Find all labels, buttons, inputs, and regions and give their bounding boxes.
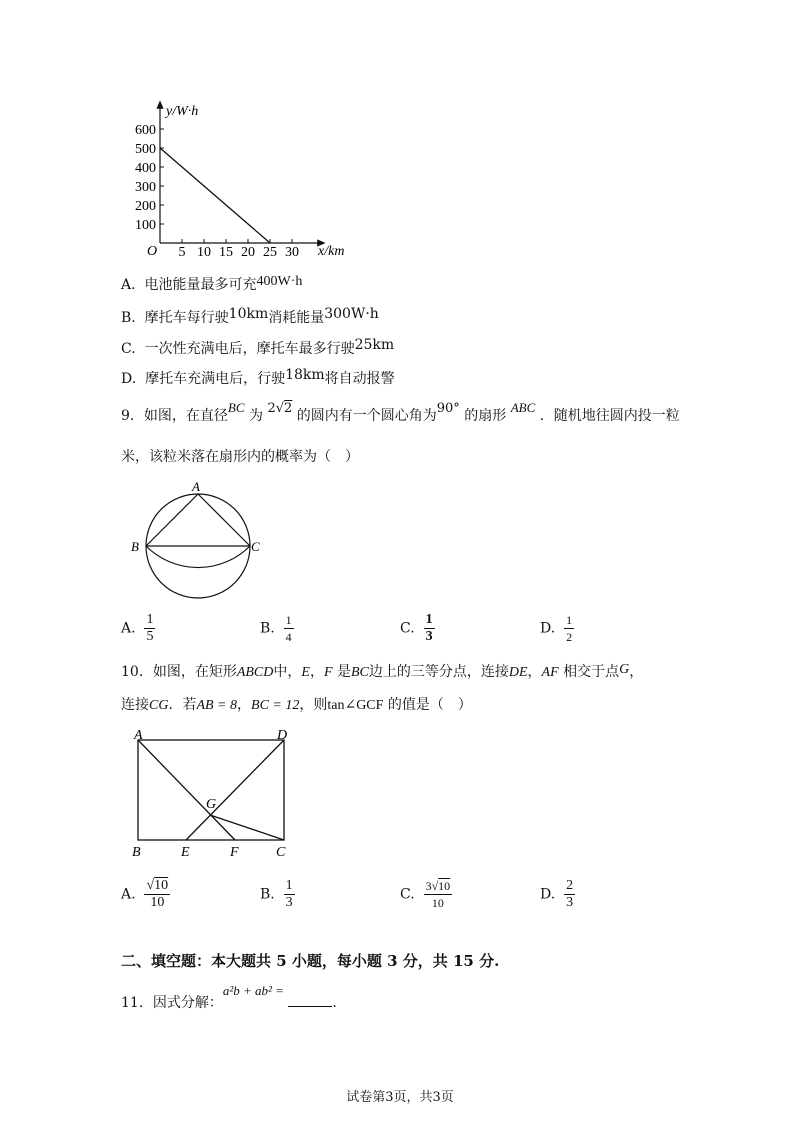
- math-de: DE: [508, 665, 528, 680]
- label-b: B: [132, 845, 141, 860]
- option-fraction: $\frac{1}{4}$: [285, 613, 292, 644]
- label-d: D: [277, 728, 288, 743]
- question-number: 10．: [121, 664, 153, 680]
- option-math: 400W·h: [256, 274, 303, 289]
- rectangle-abcd: [138, 740, 284, 840]
- y-tick-label: 500: [135, 142, 156, 157]
- option-letter: A.: [121, 620, 136, 637]
- y-tick-label: 600: [135, 123, 156, 138]
- stem-text: 的值是（ ）: [387, 697, 472, 713]
- option-fraction: $\frac{2}{3}$: [566, 878, 574, 910]
- y-tick-label: 300: [135, 180, 156, 195]
- sector-arc: [146, 546, 250, 568]
- stem-text: 连接: [121, 697, 149, 713]
- q9-stem-line1: [121, 400, 680, 425]
- option-letter: A.: [121, 277, 136, 293]
- label-c: C: [276, 845, 286, 860]
- stem-text: 为: [249, 408, 263, 424]
- x-tick-label: 10: [197, 245, 211, 260]
- option-letter: C.: [400, 620, 415, 637]
- option-letter: D.: [121, 371, 137, 387]
- option-letter: A.: [121, 886, 136, 903]
- x-tick-label: 30: [285, 245, 299, 260]
- radius-ac: [198, 494, 250, 546]
- option-text: 摩托车充满电后，行驶: [145, 371, 286, 387]
- x-tick-label: 20: [241, 245, 255, 260]
- option-fraction: $\frac{1}{2}$: [566, 613, 573, 644]
- label-c: C: [251, 539, 260, 554]
- option-math: 25km: [354, 337, 395, 353]
- math-bc: BC: [227, 400, 245, 415]
- y-tick-label: 200: [135, 199, 156, 214]
- q8-option-a[interactable]: [121, 274, 302, 294]
- q8-option-b[interactable]: [121, 307, 379, 327]
- origin-label: O: [147, 244, 158, 259]
- answer-blank[interactable]: [288, 992, 332, 1007]
- math-g: G: [619, 662, 630, 677]
- stem-text: 的圆内有一个圆心角为: [296, 408, 437, 424]
- q10-figure: [128, 726, 303, 861]
- q9-option-d[interactable]: [540, 612, 574, 645]
- math-angle: 90°: [436, 401, 460, 416]
- energy-distance-graph: [120, 98, 350, 263]
- y-tick-label: 100: [135, 218, 156, 233]
- y-tick-label: 400: [135, 161, 156, 176]
- label-g: G: [206, 797, 217, 812]
- stem-text: ，则: [299, 697, 328, 713]
- question-number: 9．: [121, 408, 144, 424]
- option-text: 摩托车每行驶: [144, 310, 229, 326]
- math-diameter: 2√2: [267, 401, 293, 416]
- math-cg: CG: [149, 698, 169, 713]
- option-text: 电池能量最多可充: [144, 277, 257, 293]
- math-abc: ABC: [510, 400, 536, 415]
- option-fraction: $\frac{3√10}{10}$: [425, 879, 451, 910]
- x-tick-label: 5: [178, 245, 186, 260]
- stem-text: ．随机地往圆内投一粒: [539, 408, 680, 424]
- stem-text: 相交于点: [563, 664, 620, 680]
- q10-option-a[interactable]: [121, 878, 170, 911]
- q10-option-d[interactable]: [540, 878, 575, 911]
- option-text: 将自动报警: [324, 371, 395, 387]
- option-letter: C.: [121, 341, 136, 357]
- x-tick-label: 25: [263, 245, 277, 260]
- option-math: 10km: [228, 306, 269, 322]
- math-tan: tan∠GCF: [327, 698, 384, 713]
- radius-ab: [146, 494, 198, 546]
- stem-text: 如图，在直径: [143, 408, 228, 424]
- option-text: 消耗能量: [268, 310, 325, 326]
- q8-option-c[interactable]: [121, 338, 394, 358]
- data-line: [160, 148, 270, 243]
- stem-text: ，: [309, 664, 324, 680]
- option-letter: B.: [260, 620, 275, 637]
- stem-text: 边上的三等分点，连接: [368, 664, 509, 680]
- stem-text: 的扇形: [464, 408, 507, 424]
- option-fraction: $\frac{1}{3}$: [285, 878, 293, 910]
- stem-text: 如图，在矩形: [152, 664, 237, 680]
- math-f: F: [323, 665, 333, 680]
- x-tick-label: 15: [219, 245, 233, 260]
- option-fraction: $\frac{1}{3}$: [425, 612, 433, 644]
- q10-stem-line2: [121, 694, 472, 714]
- q10-option-c[interactable]: [400, 878, 452, 911]
- page-footer: 试卷第3页，共3页: [346, 1090, 454, 1105]
- segment-de: [186, 740, 284, 840]
- math-e: E: [301, 665, 310, 680]
- q9-option-c[interactable]: [400, 612, 435, 645]
- q9-stem-line2: 米，该粒米落在扇形内的概率为（ ）: [121, 449, 359, 465]
- math-bc-eq: BC = 12: [251, 698, 300, 713]
- stem-text: 是: [336, 664, 351, 680]
- q8-option-d[interactable]: [121, 368, 395, 388]
- stem-text: 因式分解：: [152, 995, 223, 1011]
- section2-heading: 二、填空题：本大题共 5 小题，每小题 3 分，共 15 分.: [121, 952, 500, 970]
- x-axis-label: x/km: [318, 244, 345, 259]
- option-letter: B.: [260, 886, 275, 903]
- label-f: F: [230, 845, 239, 860]
- option-fraction: $\frac{1}{5}$: [146, 612, 154, 644]
- math-ab-eq: AB = 8: [196, 698, 238, 713]
- stem-text: .: [332, 995, 337, 1011]
- option-letter: D.: [540, 620, 556, 637]
- q10-stem-line1: [121, 661, 643, 681]
- math-abcd: ABCD: [236, 665, 274, 680]
- stem-text: ，: [629, 664, 644, 680]
- math-af: AF: [541, 665, 559, 680]
- option-letter: B.: [121, 310, 136, 326]
- option-fraction: $\frac{√10}{10}$: [146, 878, 169, 910]
- option-text: 一次性充满电后，摩托车最多行驶: [144, 341, 355, 357]
- option-math: 18km: [285, 367, 325, 383]
- segment-cg: [210, 815, 284, 840]
- question-number: 11．: [121, 995, 153, 1011]
- label-a: A: [134, 728, 143, 743]
- stem-text: ，: [527, 664, 542, 680]
- segment-af: [138, 740, 235, 840]
- q10-option-b[interactable]: [260, 878, 295, 911]
- option-letter: D.: [540, 886, 556, 903]
- label-e: E: [181, 845, 190, 860]
- y-axis-label: y/W·h: [166, 104, 199, 119]
- stem-text: ．若: [168, 697, 197, 713]
- q9-option-a[interactable]: [121, 612, 155, 645]
- option-letter: C.: [400, 886, 415, 903]
- option-math: 300W·h: [324, 306, 379, 322]
- stem-text: ，: [237, 697, 252, 713]
- label-b: B: [131, 539, 139, 554]
- q9-figure: [128, 478, 268, 618]
- math-expr: a²b + ab² =: [222, 983, 284, 998]
- math-bc: BC: [350, 665, 369, 680]
- q11-stem: [121, 983, 337, 1012]
- q9-option-b[interactable]: [260, 612, 294, 645]
- label-a: A: [192, 479, 200, 494]
- stem-text: 中，: [273, 664, 302, 680]
